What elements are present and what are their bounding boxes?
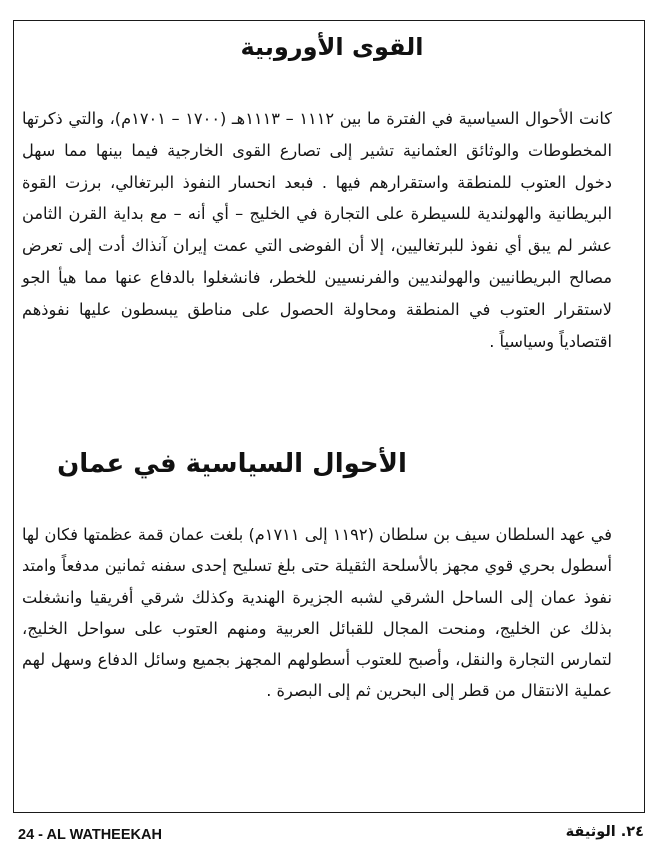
footer-page-number-arabic: ٢٤. الوثيقة xyxy=(565,824,644,840)
footer-page-number-latin: 24 - AL WATHEEKAH xyxy=(18,827,162,843)
section-title-european-powers: القوى الأوروبية xyxy=(240,33,424,61)
section-title-oman-politics: الأحوال السياسية في عمان xyxy=(57,449,407,479)
paragraph-european-powers: كانت الأحوال السياسية في الفترة ما بين ١١١٢ – ١١١٣هـ (١٧٠٠ – ١٧٠١م)، والتي ذكرتها المخطوطات والوثائق العثمانية تشير إلى تصارع القوى الخارجية فيما بينها مما سهل دخول العتوب للمنطقة واستقرارهم فيها . فبعد انحسار النفوذ البرتغالي، برزت القوة البريطانية والهولندية للسيطرة على التجارة في الخليج – أي أنه – مع بداية القرن الثامن عشر لم يبق أي نفوذ للبرتغاليين، إلا أن الفوضى التي عمت إيران آنذاك أدت إلى تعرض مصالح البريطانيين والهولنديين والفرنسيين للخطر، فانشغلوا بالدفاع عنها مما هيأ الجو لاستقرار العتوب في المنطقة ومحاولة الحصول على مناطق يبسطون عليها نفوذهم اقتصادياً وسياسياً . xyxy=(22,109,612,351)
paragraph-oman-politics: في عهد السلطان سيف بن سلطان (١١٩٢ إلى ١٧١١م) بلغت عمان قمة عظمتها فكان لها أسطول بحري قوي مجهز بالأسلحة الثقيلة حتى بلغ تسليح إحدى سفنه ثمانين مدفعاً وامتد نفوذ عمان إلى الساحل الشرقي لشبه الجزيرة الهندية وكذلك شرقي أفريقيا وانشغلت بذلك عن الخليج، ومنحت المجال للقبائل العربية ومنهم العتوب على سواحل الخليج، لتمارس التجارة والنقل، وأصبح للعتوب أسطولهم المجهز بجميع وسائل الدفاع وسهل لهم عملية الانتقال من قطر إلى البحرين ثم إلى البصرة . xyxy=(22,525,612,701)
